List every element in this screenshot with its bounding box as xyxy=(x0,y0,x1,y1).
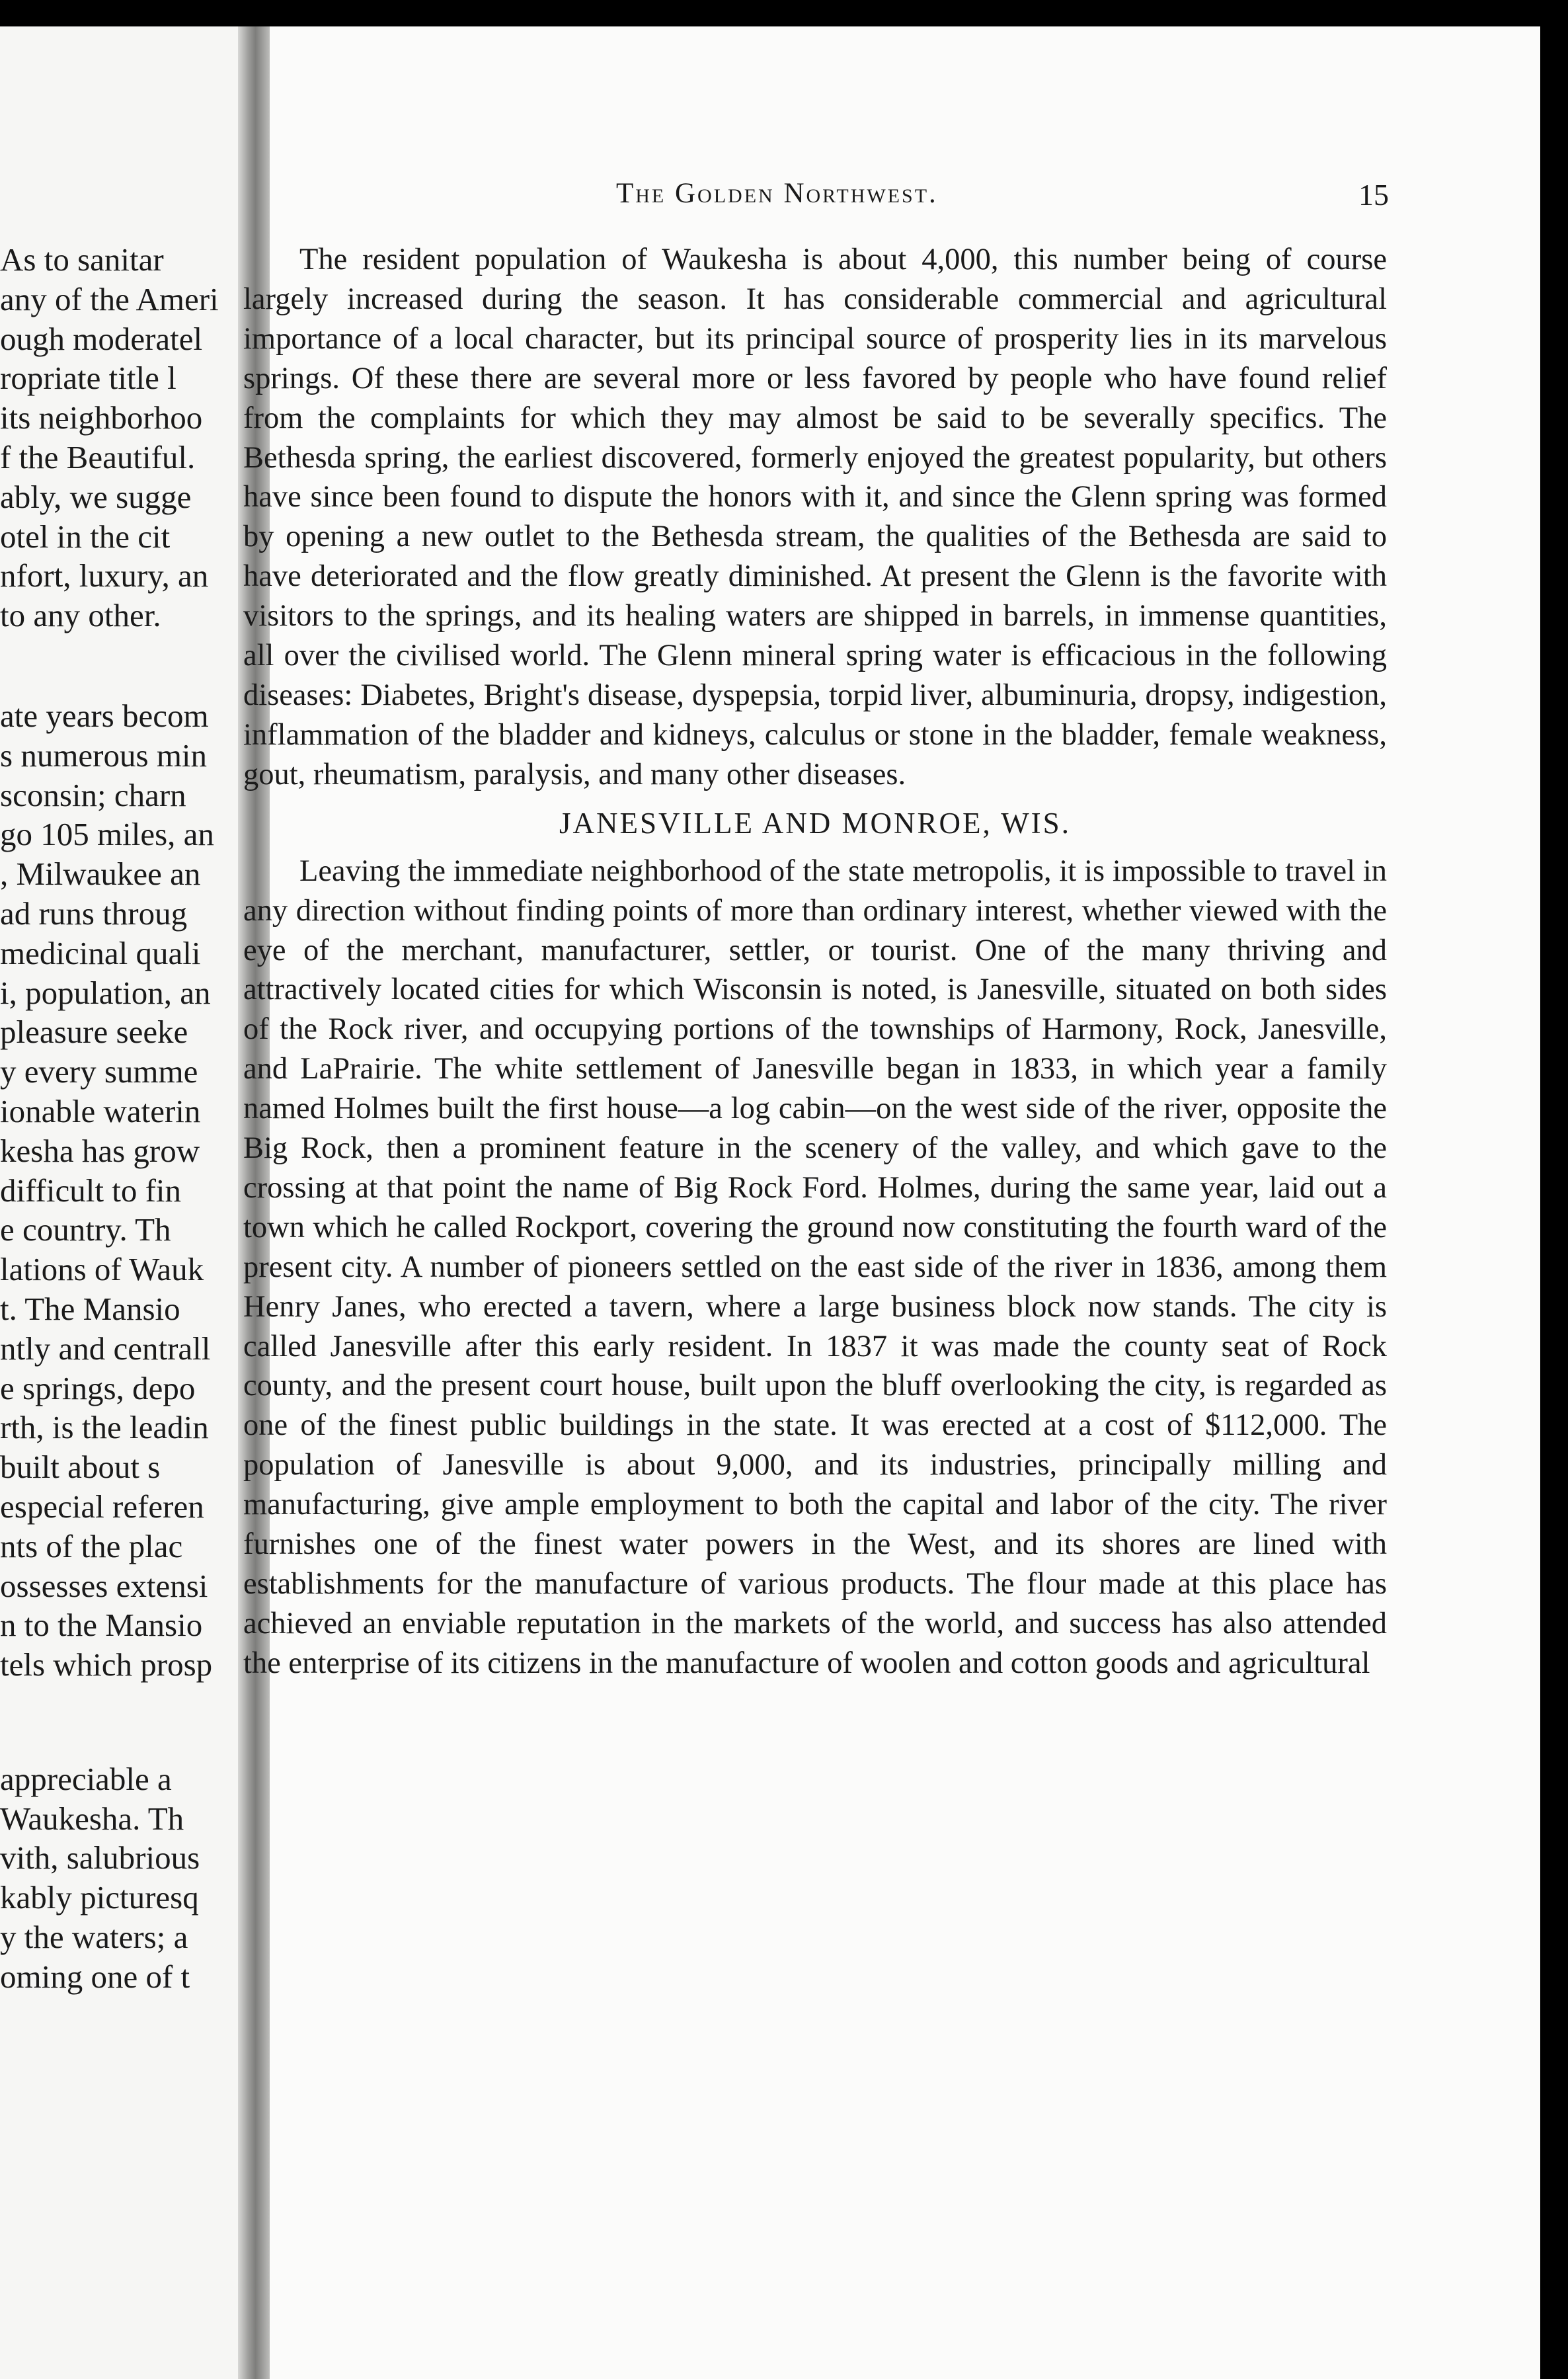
left-fragment-line: e springs, depo xyxy=(0,1369,196,1406)
left-fragment-line: ossesses extensi xyxy=(0,1567,208,1604)
left-fragment-line: appreciable a xyxy=(0,1760,172,1797)
left-fragment-line: t. The Mansio xyxy=(0,1290,180,1327)
left-fragment-line: ate years becom xyxy=(0,697,209,734)
left-paragraph-gap xyxy=(0,635,245,696)
left-fragment-line: kably picturesq xyxy=(0,1879,199,1916)
left-fragment-line: medicinal quali xyxy=(0,934,201,971)
left-fragment-line: nfort, luxury, an xyxy=(0,557,209,594)
left-fragment-line: any of the Ameri xyxy=(0,280,219,317)
paragraph-waukesha: The resident population of Waukesha is about 4,000, this number being of course largely increased during the season. It has considerable commercial and agricultural importance of a local character, but its principal source of prosperity lies in its marvelous springs. Of these there are several more or less favored by people who have found relief from the complaints for which they may almost be said to be severally specifics. The Bethesda spring, the earliest discovered, formerly enjoyed the greatest popularity, but others have since been found to dispute the honors with it, and since the Glenn spring was formed by opening a new outlet to the Bethesda stream, the qualities of the Bethesda are said to have deteriorated and the flow greatly diminished. At present the Glenn is the favorite with visitors to the springs, and its healing waters are shipped in barrels, in immense quantities, all over the civilised world. The Glenn mineral spring water is efficacious in the following diseases: Diabetes, Bright's disease, dyspepsia, torpid liver, albuminuria, dropsy, indigestion, inflammation of the bladder and kidneys, calculus or stone in the bladder, female weakness, gout, rheumatism, paralysis, and many other diseases. xyxy=(243,243,1387,791)
left-fragment-line: ropriate title l xyxy=(0,360,176,397)
main-text-column xyxy=(243,240,1387,1683)
left-fragment-line: sconsin; charn xyxy=(0,776,186,813)
left-fragment-line: As to sanitar xyxy=(0,241,164,278)
left-fragment-line: built about s xyxy=(0,1449,161,1486)
page-number: 15 xyxy=(1358,178,1389,212)
running-head-title: The Golden Northwest. xyxy=(616,178,938,209)
left-fragment-line: , Milwaukee an xyxy=(0,856,201,893)
left-fragment-line: e country. Th xyxy=(0,1211,171,1248)
left-fragment-line: kesha has grow xyxy=(0,1132,200,1169)
left-fragment-line: y every summe xyxy=(0,1053,198,1090)
left-fragment-line: ad runs throug xyxy=(0,895,188,932)
paragraph-janesville: Leaving the immediate neighborhood of the state metropolis, it is impossible to travel in any direction without finding points of more than ordinary interest, whether viewed with the eye of the merchant, manufacturer, settler, or tourist. One of the many thriving and attractively located cities for which Wisconsin is noted, is Janesville, situated on both sides of the Rock river, and occupying portions of the townships of Harmony, Rock, Janesville, and LaPrairie. The white settlement of Janesville began in 1833, in which year a family named Holmes built the first house—a log cabin—on the west side of the river, opposite the Big Rock, then a prominent feature in the scenery of the valley, and which gave to the crossing at that point the name of Big Rock Ford. Holmes, during the same year, laid out a town which he called Rockport, covering the ground now constituting the fourth ward of the present city. A number of pioneers settled on the east side of the river in 1836, among them Henry Janes, who erected a tavern, where a large business block now stands. The city is called Janesville after this early resident. In 1837 it was made the county seat of Rock county, and the present court house, built upon the bluff overlooking the city, is regarded as one of the finest public buildings in the state. It was erected at a cost of $112,000. The population of Janesville is about 9,000, and its industries, principally milling and manufacturing, give ample employment to both the capital and labor of the city. The river furnishes one of the finest water powers in the West, and its shores are lined with establishments for the manufacture of various products. The flour made at this place has achieved an enviable reputation in the markets of the world, and success has also attended the enterprise of its citizens in the manufacture of woolen and cotton goods and agricultural xyxy=(243,854,1387,1680)
left-fragment-line: Waukesha. Th xyxy=(0,1800,184,1837)
left-fragment-line: ough moderatel xyxy=(0,320,203,357)
section-heading: JANESVILLE AND MONROE, WIS. xyxy=(559,806,1071,840)
left-column-fragments xyxy=(0,240,245,1997)
book-page-spread xyxy=(0,26,1540,2379)
left-fragment-line: n to the Mansio xyxy=(0,1607,203,1644)
left-fragment-line: tels which prosp xyxy=(0,1646,213,1683)
left-fragment-line: go 105 miles, an xyxy=(0,816,214,853)
left-fragment-line: difficult to fin xyxy=(0,1172,181,1209)
left-fragment-line: otel in the cit xyxy=(0,518,171,555)
left-fragment-line: ably, we sugge xyxy=(0,478,192,515)
left-fragment-line: its neighborhoo xyxy=(0,399,203,436)
left-fragment-line: vith, salubrious xyxy=(0,1839,200,1876)
left-paragraph-gap xyxy=(0,1685,245,1759)
left-fragment-line: y the waters; a xyxy=(0,1919,188,1956)
left-fragment-line: ionable waterin xyxy=(0,1092,201,1129)
left-fragment-line: lations of Wauk xyxy=(0,1251,204,1288)
left-fragment-line: pleasure seeke xyxy=(0,1014,188,1051)
left-page-fragment xyxy=(0,26,248,2379)
left-fragment-line: especial referen xyxy=(0,1488,204,1525)
left-fragment-line: rth, is the leadin xyxy=(0,1409,209,1446)
left-fragment-line: i, population, an xyxy=(0,974,211,1011)
left-fragment-line: ntly and centrall xyxy=(0,1330,211,1367)
left-fragment-line: s numerous min xyxy=(0,737,208,774)
left-fragment-line: oming one of t xyxy=(0,1958,190,1995)
running-head xyxy=(0,177,1540,237)
left-fragment-line: to any other. xyxy=(0,597,161,634)
left-fragment-line: f the Beautiful. xyxy=(0,438,196,475)
left-fragment-line: nts of the plac xyxy=(0,1527,183,1564)
